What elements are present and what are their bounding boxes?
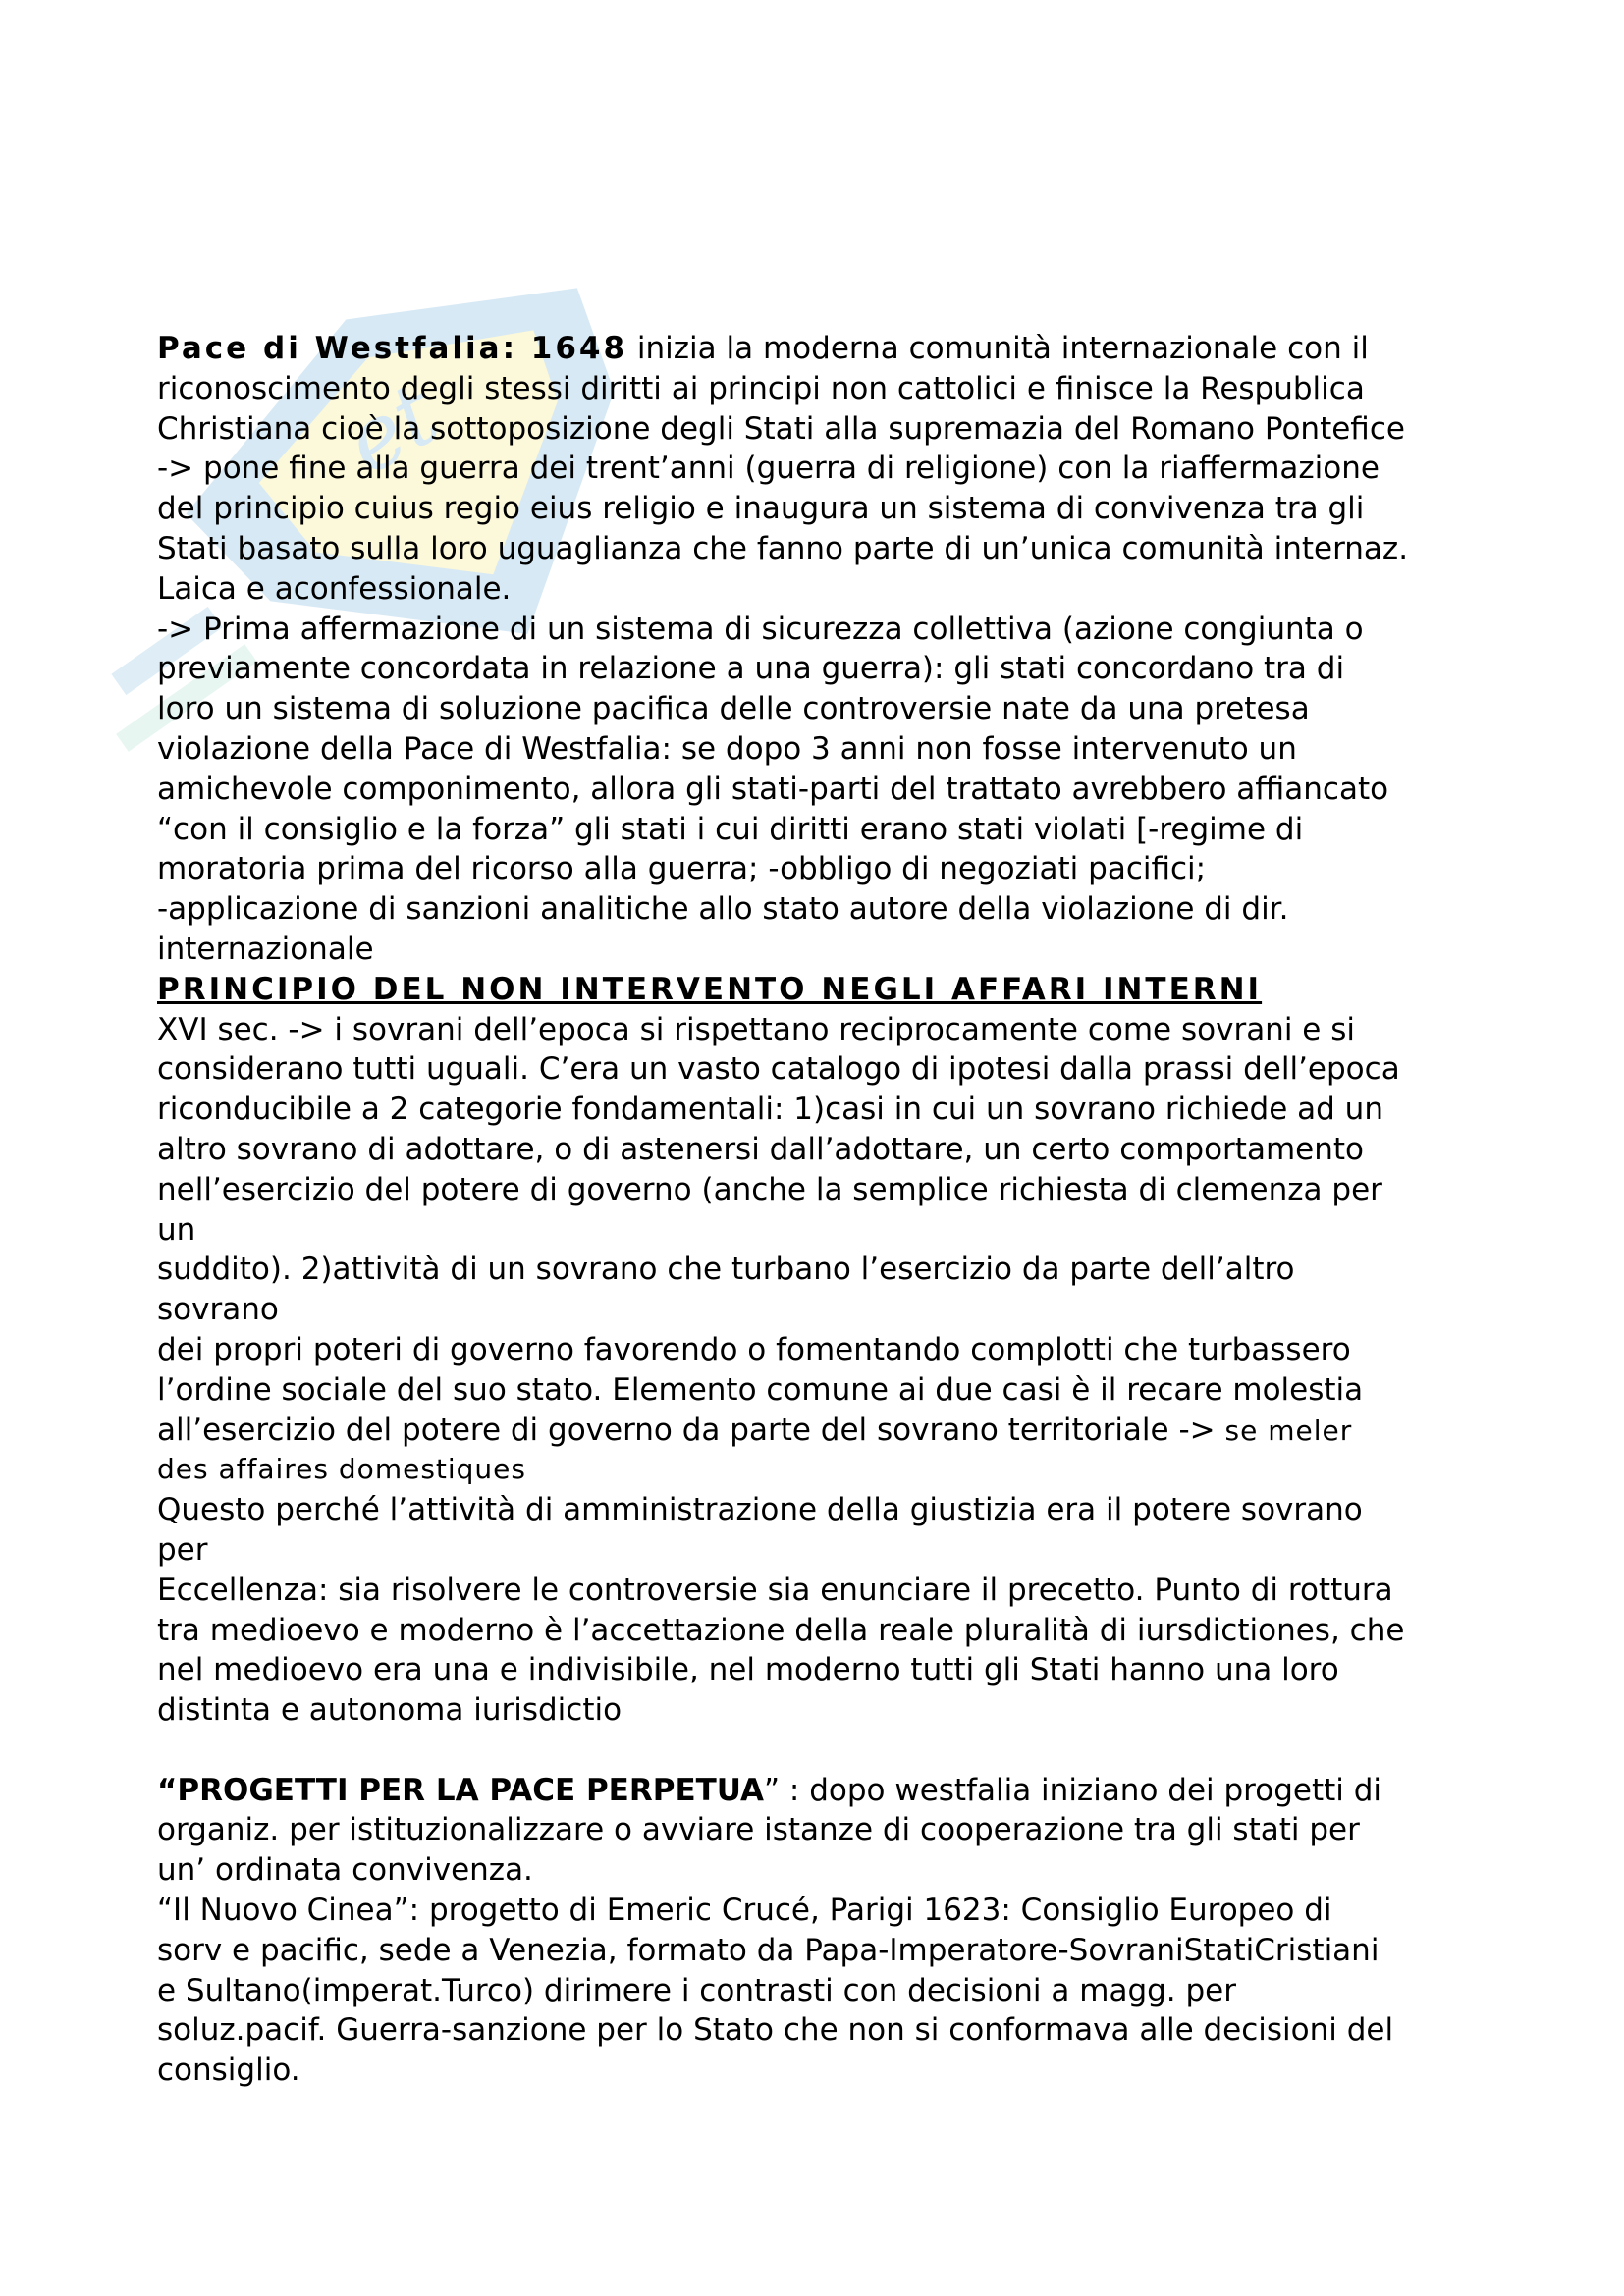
text-line bbox=[157, 1771, 1522, 1811]
text-line: violazione della Pace di Westfalia: se dopo 3 anni non fosse intervenuto un bbox=[157, 730, 1297, 767]
text-line: dei propri poteri di governo favorendo o fomentando complotti che turbassero bbox=[157, 1331, 1351, 1367]
text-segment: inizia la moderna comunità internazionale con il bbox=[627, 331, 1369, 366]
document-body bbox=[157, 329, 1522, 2091]
text-segment: all’esercizio del potere di governo da parte del sovrano territoriale -> bbox=[157, 1412, 1225, 1448]
text-line: sovrano bbox=[157, 1292, 279, 1328]
text-line: riconoscimento degli stessi diritti ai principi non cattolici e finisce la Respublica bbox=[157, 370, 1365, 406]
text-line: -> Prima affermazione di un sistema di sicurezza collettiva (azione congiunta o bbox=[157, 611, 1364, 647]
svg-text:et: et bbox=[327, 361, 456, 496]
text-line: organiz. per istituzionalizzare o avviare istanze di cooperazione tra gli stati per bbox=[157, 1812, 1360, 1848]
text-line: distinta e autonoma iurisdictio bbox=[157, 1692, 623, 1729]
section-heading-non-intervento: PRINCIPIO DEL NON INTERVENTO NEGLI AFFARI INTERNI bbox=[157, 971, 1263, 1007]
text-line: del principio cuius regio eius religio e inaugura un sistema di convivenza tra gli bbox=[157, 491, 1365, 527]
text-line: per bbox=[157, 1531, 208, 1568]
text-segment: ” : dopo westfalia iniziano dei progetti di bbox=[763, 1772, 1382, 1808]
text-line: un bbox=[157, 1211, 196, 1248]
text-line: internazionale bbox=[157, 931, 374, 967]
paragraph-gap bbox=[157, 1731, 1522, 1771]
text-line: nel medioevo era una e indivisibile, nel moderno tutti gli Stati hanno una loro bbox=[157, 1652, 1339, 1688]
text-line bbox=[157, 1411, 1522, 1451]
text-line: Questo perché l’attività di amministrazione della giustizia era il potere sovrano bbox=[157, 1492, 1363, 1528]
text-line: Stati basato sulla loro uguaglianza che fanno parte di un’unica comunità internaz. bbox=[157, 530, 1409, 566]
text-line: tra medioevo e moderno è l’accettazione della reale pluralità di iursdictiones, che bbox=[157, 1612, 1405, 1648]
french-phrase-continued: des affaires domestiques bbox=[157, 1453, 526, 1486]
text-line: l’ordine sociale del suo stato. Elemento comune ai due casi è il recare molestia bbox=[157, 1371, 1364, 1408]
text-line: “Il Nuovo Cinea”: progetto di Emeric Crucé, Parigi 1623: Consiglio Europeo di bbox=[157, 1893, 1332, 1929]
text-line: sorv e pacific, sede a Venezia, formato da Papa-Imperatore-SovraniStatiCristiani bbox=[157, 1932, 1380, 1968]
text-line: altro sovrano di adottare, o di astenersi dall’adottare, un certo comportamento bbox=[157, 1131, 1364, 1167]
text-line: XVI sec. -> i sovrani dell’epoca si rispettano reciprocamente come sovrani e si bbox=[157, 1011, 1355, 1047]
text-line: suddito). 2)attività di un sovrano che turbano l’esercizio da parte dell’altro bbox=[157, 1252, 1295, 1288]
text-line: -> pone fine alla guerra dei trent’anni (guerra di religione) con la riaffermazione bbox=[157, 451, 1380, 487]
text-line: riconducibile a 2 categorie fondamentali: 1)casi in cui un sovrano richiede ad un bbox=[157, 1092, 1383, 1128]
text-line: -applicazione di sanzioni analitiche allo stato autore della violazione di dir. bbox=[157, 891, 1289, 928]
text-line: Christiana cioè la sottoposizione degli Stati alla supremazia del Romano Pontefice bbox=[157, 410, 1405, 447]
text-line: amichevole componimento, allora gli stati-parti del trattato avrebbero affiancato bbox=[157, 771, 1389, 807]
text-line: Laica e aconfessionale. bbox=[157, 570, 512, 607]
text-line: Eccellenza: sia risolvere le controversie sia enunciare il precetto. Punto di rottura bbox=[157, 1572, 1393, 1608]
text-line bbox=[157, 329, 1522, 369]
text-line: nell’esercizio del potere di governo (anche la semplice richiesta di clemenza per bbox=[157, 1171, 1382, 1207]
text-line: “con il consiglio e la forza” gli stati i cui diritti erano stati violati [-regime di bbox=[157, 811, 1304, 847]
progetti-heading: “PROGETTI PER LA PACE PERPETUA bbox=[157, 1772, 764, 1808]
text-line: moratoria prima del ricorso alla guerra; -obbligo di negoziati pacifici; bbox=[157, 851, 1207, 887]
text-line: e Sultano(imperat.Turco) dirimere i contrasti con decisioni a magg. per bbox=[157, 1972, 1237, 2008]
text-line: previamente concordata in relazione a una guerra): gli stati concordano tra di bbox=[157, 651, 1345, 687]
westfalia-heading: Pace di Westfalia: 1648 bbox=[157, 331, 628, 366]
text-line: considerano tutti uguali. C’era un vasto catalogo di ipotesi dalla prassi dell’epoca bbox=[157, 1051, 1400, 1088]
text-line: soluz.pacif. Guerra-sanzione per lo Stato che non si conformava alle decisioni del bbox=[157, 2012, 1394, 2049]
french-phrase: se meler bbox=[1224, 1414, 1353, 1447]
text-line: loro un sistema di soluzione pacifica delle controversie nate da una pretesa bbox=[157, 691, 1310, 727]
text-line: un’ ordinata convivenza. bbox=[157, 1852, 533, 1889]
text-line: consiglio. bbox=[157, 2053, 300, 2089]
